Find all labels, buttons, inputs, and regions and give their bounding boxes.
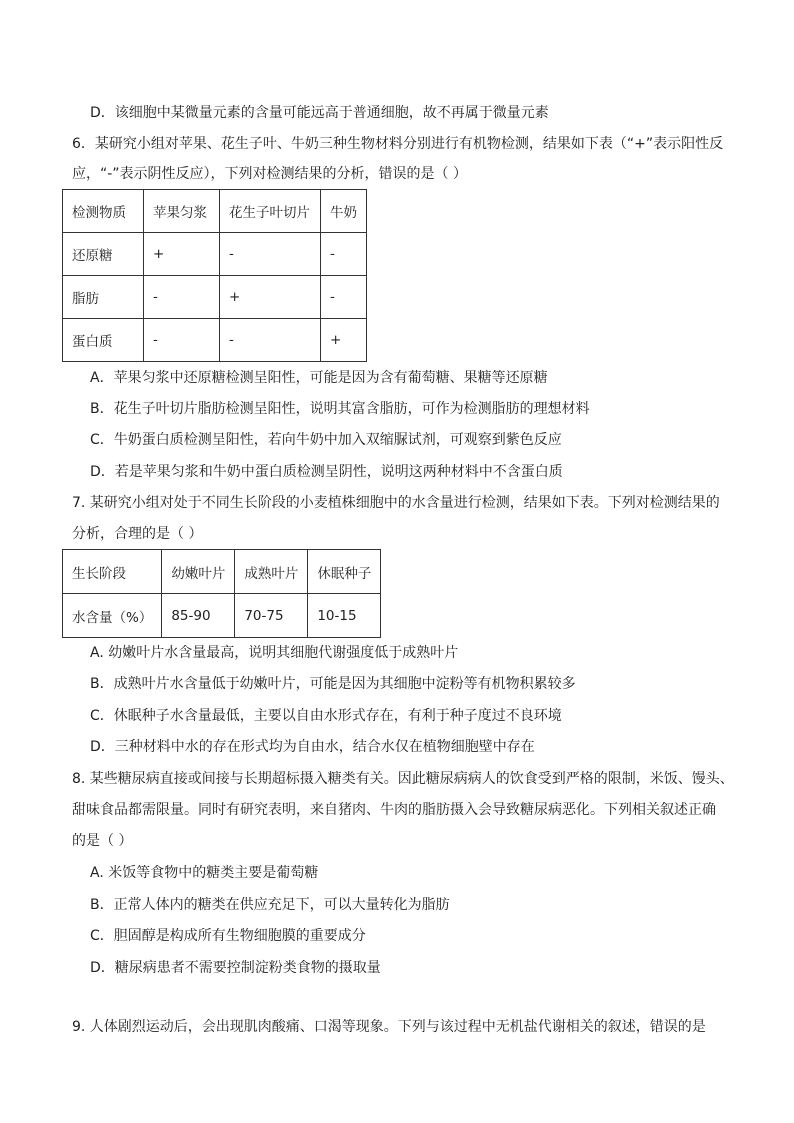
- q6-result-table: [62, 189, 367, 362]
- table-row: [63, 594, 381, 638]
- q8-stem-line2: 甜味食品都需限量。同时有研究表明，来自猪肉、牛肉的脂肪摄入会导致糖尿病恶化。下列相关叙述正确: [72, 802, 716, 818]
- q8-option-d: D．糖尿病患者不需要控制淀粉类食物的摄取量: [90, 960, 381, 976]
- q7-option-b: B．成熟叶片水含量低于幼嫩叶片，可能是因为其细胞中淀粉等有机物积累较多: [90, 676, 576, 692]
- table-cell: +: [321, 319, 367, 362]
- table-row: [63, 319, 367, 362]
- table-header-row: [63, 550, 381, 594]
- table-header-cell: 牛奶: [321, 190, 367, 233]
- table-cell: 蛋白质: [63, 319, 144, 362]
- q9-stem-line1: 9. 人体剧烈运动后，会出现肌肉酸痛、口渴等现象。下列与该过程中无机盐代谢相关的叙述，错误的是: [72, 1019, 706, 1035]
- table-header-cell: 检测物质: [63, 190, 144, 233]
- table-header-cell: 花生子叶切片: [220, 190, 321, 233]
- q7-stem-line1: 7. 某研究小组对处于不同生长阶段的小麦植株细胞中的水含量进行检测，结果如下表。下列对检测结果的: [72, 495, 720, 511]
- q6-stem-line2: 应，“-”表示阴性反应），下列对检测结果的分析，错误的是（ ）: [72, 166, 468, 182]
- table-cell: 脂肪: [63, 276, 144, 319]
- q7-stem-line2: 分析，合理的是（ ）: [72, 526, 203, 542]
- table-header-cell: 幼嫩叶片: [162, 550, 235, 594]
- table-cell: -: [220, 319, 321, 362]
- table-header-cell: 生长阶段: [63, 550, 162, 594]
- table-cell: 还原糖: [63, 233, 144, 276]
- table-cell: -: [220, 233, 321, 276]
- table-cell: -: [321, 276, 367, 319]
- table-cell: -: [321, 233, 367, 276]
- table-cell: -: [144, 319, 220, 362]
- table-header-row: [63, 190, 367, 233]
- q8-option-b: B．正常人体内的糖类在供应充足下，可以大量转化为脂肪: [90, 897, 450, 913]
- q6-stem-line1: 6．某研究小组对苹果、花生子叶、牛奶三种生物材料分别进行有机物检测，结果如下表（“+”表示阳性反: [72, 136, 724, 152]
- q7-option-c: C．休眠种子水含量最低，主要以自由水形式存在，有利于种子度过不良环境: [90, 708, 562, 724]
- q6-option-b: B．花生子叶切片脂肪检测呈阳性，说明其富含脂肪，可作为检测脂肪的理想材料: [90, 401, 590, 417]
- table-cell: +: [144, 233, 220, 276]
- q7-option-d: D．三种材料中水的存在形式均为自由水，结合水仅在植物细胞壁中存在: [90, 739, 535, 755]
- table-cell: -: [144, 276, 220, 319]
- q6-option-c: C．牛奶蛋白质检测呈阳性，若向牛奶中加入双缩脲试剂，可观察到紫色反应: [90, 432, 562, 448]
- table-header-cell: 苹果匀浆: [144, 190, 220, 233]
- table-header-cell: 成熟叶片: [235, 550, 308, 594]
- table-cell: 10-15: [308, 594, 381, 638]
- q7-option-a: A. 幼嫩叶片水含量最高，说明其细胞代谢强度低于成熟叶片: [90, 645, 459, 661]
- table-cell: 85-90: [162, 594, 235, 638]
- q5-option-d: D．该细胞中某微量元素的含量可能远高于普通细胞，故不再属于微量元素: [90, 105, 549, 121]
- q7-result-table: [62, 549, 381, 638]
- q6-option-d: D．若是苹果匀浆和牛奶中蛋白质检测呈阴性，说明这两种材料中不含蛋白质: [90, 464, 563, 480]
- table-cell: 水含量（%）: [63, 594, 162, 638]
- q8-stem-line3: 的是（ ）: [72, 833, 133, 849]
- table-cell: 70-75: [235, 594, 308, 638]
- q8-option-c: C．胆固醇是构成所有生物细胞膜的重要成分: [90, 928, 366, 944]
- table-row: [63, 276, 367, 319]
- q8-stem-line1: 8. 某些糖尿病直接或间接与长期超标摄入糖类有关。因此糖尿病病人的饮食受到严格的限制，米饭、馒头、: [72, 771, 734, 787]
- table-cell: +: [220, 276, 321, 319]
- q8-option-a: A. 米饭等食物中的糖类主要是葡萄糖: [90, 865, 319, 881]
- table-row: [63, 233, 367, 276]
- table-header-cell: 休眠种子: [308, 550, 381, 594]
- q6-option-a: A．苹果匀浆中还原糖检测呈阳性，可能是因为含有葡萄糖、果糖等还原糖: [90, 370, 548, 386]
